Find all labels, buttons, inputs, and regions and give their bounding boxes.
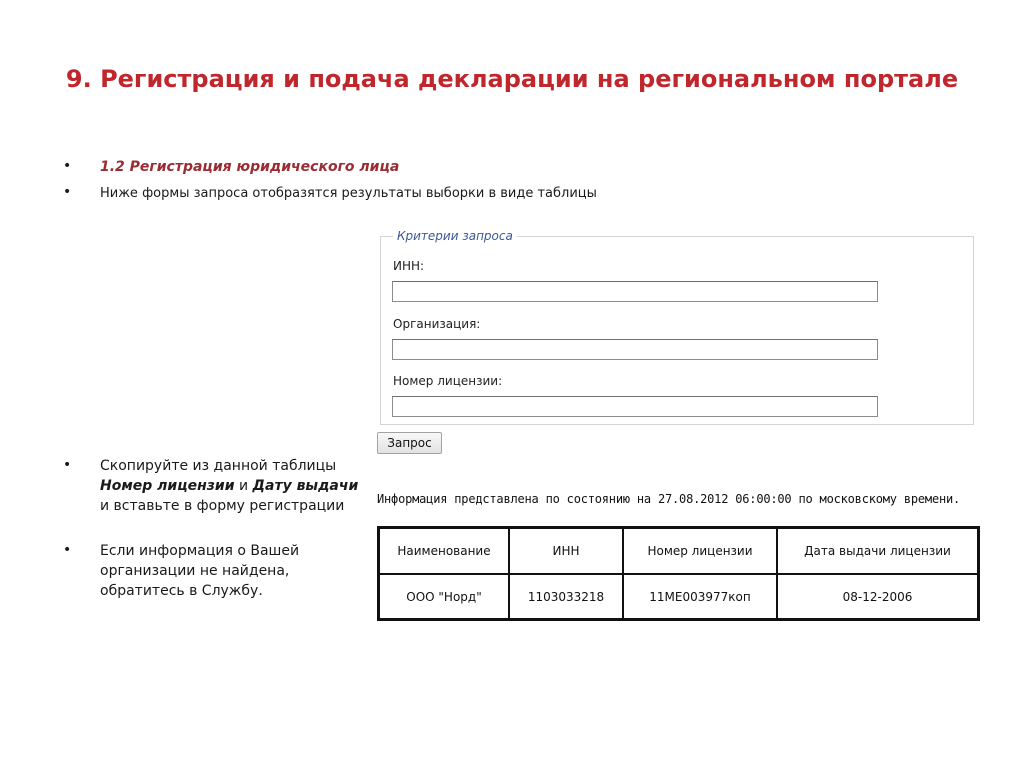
cell-license-number: 11МЕ003977коп <box>623 574 777 619</box>
inn-label: ИНН: <box>393 259 425 273</box>
inn-input[interactable] <box>392 281 878 302</box>
not-found-line-1: Если информация о Вашей <box>100 543 300 559</box>
results-table <box>377 526 980 621</box>
not-found-line-2: организации не найдена, <box>100 563 290 579</box>
bullet-marker: • <box>63 457 72 473</box>
query-criteria-legend: Критерии запроса <box>393 229 517 243</box>
bullet-text-not-found <box>100 541 360 601</box>
not-found-line-3: обратитесь в Службу. <box>100 583 263 599</box>
column-header-name: Наименование <box>379 528 509 574</box>
instruction-line-1: Скопируйте из данной таблицы <box>100 458 337 474</box>
cell-organization-name: ООО "Норд" <box>379 574 509 619</box>
column-header-inn: ИНН <box>509 528 623 574</box>
organization-label: Организация: <box>393 317 481 331</box>
bullet-marker: • <box>63 542 72 558</box>
slide-title: 9. Регистрация и подача декларации на региональном портале <box>65 65 959 93</box>
column-header-license-number: Номер лицензии <box>623 528 777 574</box>
info-timestamp-line: Информация представлена по состоянию на 27.08.2012 06:00:00 по московскому времени. <box>377 492 961 506</box>
instruction-line-2 <box>100 476 360 496</box>
bullet-marker: • <box>63 158 72 174</box>
bullet-subheading: 1.2 Регистрация юридического лица <box>100 159 400 175</box>
instruction-line-3: и вставьте в форму регистрации <box>100 498 345 514</box>
license-number-label: Номер лицензии: <box>393 374 503 388</box>
column-header-issue-date: Дата выдачи лицензии <box>777 528 978 574</box>
bullet-marker: • <box>63 184 72 200</box>
bullet-text-results-note: Ниже формы запроса отобразятся результаты выборки в виде таблицы <box>100 186 597 201</box>
issue-date-emphasis: Дату выдачи <box>252 478 359 494</box>
conjunction-and: и <box>238 478 249 494</box>
table-header-row <box>379 528 978 574</box>
cell-issue-date: 08-12-2006 <box>777 574 978 619</box>
license-number-input[interactable] <box>392 396 878 417</box>
license-number-emphasis: Номер лицензии <box>100 478 235 494</box>
cell-inn: 1103033218 <box>509 574 623 619</box>
organization-input[interactable] <box>392 339 878 360</box>
table-row <box>379 574 978 619</box>
bullet-text-copy-instruction <box>100 456 360 516</box>
query-button[interactable]: Запрос <box>377 432 442 454</box>
